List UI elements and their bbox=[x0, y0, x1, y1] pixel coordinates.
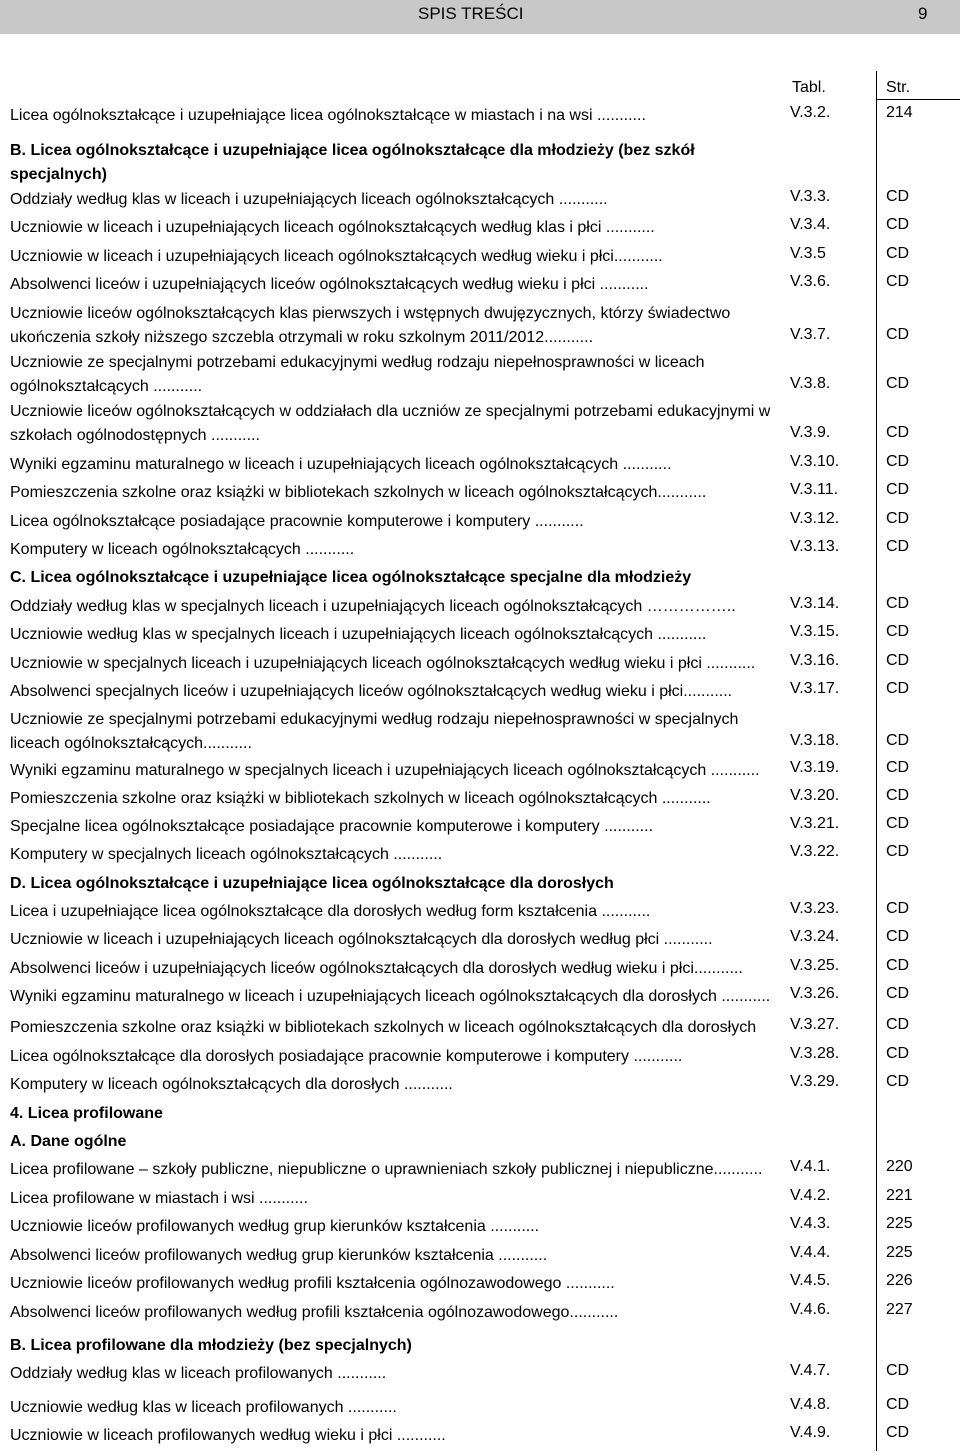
entry-title: Komputery w specjalnych liceach ogólnokształcących ........... bbox=[10, 846, 443, 863]
entry-page: CD bbox=[886, 453, 910, 470]
entry-page: CD bbox=[886, 595, 910, 612]
entry-table-number: V.3.27. bbox=[790, 1016, 840, 1033]
entry-page: 225 bbox=[886, 1244, 913, 1261]
entry-page: CD bbox=[886, 510, 910, 527]
entry-title: Pomieszczenia szkolne oraz książki w bibliotekach szkolnych w liceach ogólnokształcących dla dorosłych bbox=[10, 1019, 757, 1036]
entry-table-number: V.3.5 bbox=[790, 245, 826, 262]
entry-table-number: V.4.2. bbox=[790, 1187, 831, 1204]
entry-table-number: V.3.4. bbox=[790, 216, 831, 233]
entry-page: CD bbox=[886, 680, 910, 697]
entry-page: CD bbox=[886, 375, 910, 392]
entry-table-number: V.3.17. bbox=[790, 680, 840, 697]
entry-title: Uczniowie liceów profilowanych według grup kierunków kształcenia ........... bbox=[10, 1218, 540, 1235]
entry-page: 214 bbox=[886, 104, 913, 121]
entry-title: Uczniowie według klas w liceach profilowanych ........... bbox=[10, 1399, 397, 1416]
entry-table-number: V.3.25. bbox=[790, 957, 840, 974]
entry-table-number: V.3.8. bbox=[790, 375, 831, 392]
entry-page: CD bbox=[886, 900, 910, 917]
entry-title: Absolwenci liceów profilowanych według grup kierunków kształcenia ........... bbox=[10, 1247, 548, 1264]
entry-title: Licea ogólnokształcące i uzupełniające licea ogólnokształcące w miastach i na wsi ........... bbox=[10, 107, 646, 124]
entry-title: Uczniowie ze specjalnymi potrzebami edukacyjnymi według rodzaju niepełnosprawności w liceach ogólnokształcących ........... bbox=[10, 354, 705, 395]
entry-page: 221 bbox=[886, 1187, 913, 1204]
entry-title: Oddziały według klas w specjalnych liceach i uzupełniających liceach ogólnokształcących …………….. bbox=[10, 598, 736, 615]
entry-page: CD bbox=[886, 652, 910, 669]
entry-table-number: V.3.15. bbox=[790, 623, 840, 640]
entry-title: Komputery w liceach ogólnokształcących ........... bbox=[10, 541, 355, 558]
entry-title: Licea ogólnokształcące posiadające pracownie komputerowe i komputery ........... bbox=[10, 513, 584, 530]
entry-table-number: V.3.21. bbox=[790, 815, 840, 832]
entry-table-number: V.3.3. bbox=[790, 188, 831, 205]
entry-page: CD bbox=[886, 957, 910, 974]
entry-page: CD bbox=[886, 732, 910, 749]
entry-page: CD bbox=[886, 1045, 910, 1062]
entry-title: Licea ogólnokształcące dla dorosłych posiadające pracownie komputerowe i komputery ........... bbox=[10, 1048, 683, 1065]
entry-title: Oddziały według klas w liceach i uzupełniających liceach ogólnokształcących ........... bbox=[10, 191, 608, 208]
entry-table-number: V.3.2. bbox=[790, 104, 831, 121]
entry-page: CD bbox=[886, 326, 910, 343]
header-rule bbox=[876, 99, 960, 100]
page-header bbox=[0, 0, 960, 34]
entry-table-number: V.4.9. bbox=[790, 1424, 831, 1441]
entry-table-number: V.3.14. bbox=[790, 595, 840, 612]
entry-page: CD bbox=[886, 759, 910, 776]
entry-page: CD bbox=[886, 787, 910, 804]
page-title: SPIS TREŚCI bbox=[418, 4, 524, 23]
section-heading: B. Licea profilowane dla młodzieży (bez specjalnych) bbox=[10, 1337, 412, 1354]
entry-page: CD bbox=[886, 1396, 910, 1413]
entry-page: CD bbox=[886, 623, 910, 640]
entry-title: Specjalne licea ogólnokształcące posiadające pracownie komputerowe i komputery ........... bbox=[10, 818, 654, 835]
entry-title: Uczniowie ze specjalnymi potrzebami edukacyjnymi według rodzaju niepełnosprawności w specjalnych liceach ogólnokształcących........... bbox=[10, 711, 739, 752]
entry-table-number: V.3.23. bbox=[790, 900, 840, 917]
entry-title: Licea profilowane w miastach i wsi ........... bbox=[10, 1190, 308, 1207]
entry-table-number: V.4.6. bbox=[790, 1301, 831, 1318]
entry-table-number: V.3.20. bbox=[790, 787, 840, 804]
entry-title: Pomieszczenia szkolne oraz książki w bibliotekach szkolnych w liceach ogólnokształcących........... bbox=[10, 484, 707, 501]
entry-title: Licea i uzupełniające licea ogólnokształcące dla dorosłych według form kształcenia ........... bbox=[10, 903, 651, 920]
entry-table-number: V.3.13. bbox=[790, 538, 840, 555]
entry-page: 226 bbox=[886, 1272, 913, 1289]
entry-title: Uczniowie liceów profilowanych według profili kształcenia ogólnozawodowego ........... bbox=[10, 1275, 615, 1292]
entry-page: CD bbox=[886, 815, 910, 832]
entry-page: CD bbox=[886, 188, 910, 205]
entry-title: Uczniowie według klas w specjalnych liceach i uzupełniających liceach ogólnokształcących ........... bbox=[10, 626, 707, 643]
entry-page: 225 bbox=[886, 1215, 913, 1232]
column-divider bbox=[876, 71, 877, 1451]
entry-page: CD bbox=[886, 843, 910, 860]
entry-table-number: V.3.29. bbox=[790, 1073, 840, 1090]
entry-title: Licea profilowane – szkoły publiczne, niepubliczne o uprawnieniach szkoły publicznej i niepubliczne........... bbox=[10, 1161, 763, 1178]
entry-table-number: V.3.18. bbox=[790, 732, 840, 749]
entry-title: Uczniowie w liceach i uzupełniających liceach ogólnokształcących według klas i płci ........... bbox=[10, 219, 655, 236]
entry-table-number: V.3.16. bbox=[790, 652, 840, 669]
entry-page: CD bbox=[886, 928, 910, 945]
column-header-tabl: Tabl. bbox=[792, 79, 826, 96]
entry-page: CD bbox=[886, 1362, 910, 1379]
entry-table-number: V.3.9. bbox=[790, 424, 831, 441]
entry-title: Wyniki egzaminu maturalnego w specjalnych liceach i uzupełniających liceach ogólnokształcących ........... bbox=[10, 762, 760, 779]
entry-title: Oddziały według klas w liceach profilowanych ........... bbox=[10, 1365, 387, 1382]
section-heading: D. Licea ogólnokształcące i uzupełniające licea ogólnokształcące dla dorosłych bbox=[10, 875, 614, 892]
entry-table-number: V.3.12. bbox=[790, 510, 840, 527]
section-heading: A. Dane ogólne bbox=[10, 1133, 127, 1150]
entry-page: CD bbox=[886, 1016, 910, 1033]
entry-table-number: V.3.24. bbox=[790, 928, 840, 945]
entry-title: Uczniowie w liceach i uzupełniających liceach ogólnokształcących dla dorosłych według płci ........... bbox=[10, 931, 713, 948]
entry-page: CD bbox=[886, 481, 910, 498]
entry-table-number: V.4.1. bbox=[790, 1158, 831, 1175]
entry-title: Absolwenci specjalnych liceów i uzupełniających liceów ogólnokształcących według wieku i płci........... bbox=[10, 683, 733, 700]
entry-title: Absolwenci liceów i uzupełniających liceów ogólnokształcących według wieku i płci ........... bbox=[10, 276, 649, 293]
entry-title: Uczniowie liceów ogólnokształcących w oddziałach dla uczniów ze specjalnymi potrzebami edukacyjnymi w szkołach ogólnodostępnych ........... bbox=[10, 403, 771, 444]
entry-page: 227 bbox=[886, 1301, 913, 1318]
entry-table-number: V.3.10. bbox=[790, 453, 840, 470]
entry-title: Pomieszczenia szkolne oraz książki w bibliotekach szkolnych w liceach ogólnokształcących ........... bbox=[10, 790, 711, 807]
entry-table-number: V.4.7. bbox=[790, 1362, 831, 1379]
entry-table-number: V.3.22. bbox=[790, 843, 840, 860]
entry-page: CD bbox=[886, 985, 910, 1002]
entry-title: Absolwenci liceów profilowanych według profili kształcenia ogólnozawodowego........... bbox=[10, 1304, 619, 1321]
entry-title: Komputery w liceach ogólnokształcących dla dorosłych ........... bbox=[10, 1076, 453, 1093]
entry-title: Uczniowie w specjalnych liceach i uzupełniających liceach ogólnokształcących według wieku i płci ........... bbox=[10, 655, 756, 672]
entry-table-number: V.4.5. bbox=[790, 1272, 831, 1289]
entry-table-number: V.4.4. bbox=[790, 1244, 831, 1261]
section-heading: 4. Licea profilowane bbox=[10, 1105, 163, 1122]
entry-page: 220 bbox=[886, 1158, 913, 1175]
entry-title: Wyniki egzaminu maturalnego w liceach i uzupełniających liceach ogólnokształcących dla dorosłych ........... bbox=[10, 988, 771, 1005]
entry-title: Uczniowie w liceach i uzupełniających liceach ogólnokształcących według wieku i płci........... bbox=[10, 248, 663, 265]
entry-page: CD bbox=[886, 538, 910, 555]
section-heading: B. Licea ogólnokształcące i uzupełniające licea ogólnokształcące dla młodzieży (bez szkół specjalnych) bbox=[10, 142, 695, 183]
entry-page: CD bbox=[886, 1073, 910, 1090]
entry-table-number: V.3.26. bbox=[790, 985, 840, 1002]
entry-table-number: V.4.3. bbox=[790, 1215, 831, 1232]
entry-title: Uczniowie w liceach profilowanych według wieku i płci ........... bbox=[10, 1427, 446, 1444]
entry-table-number: V.4.8. bbox=[790, 1396, 831, 1413]
entry-title: Absolwenci liceów i uzupełniających liceów ogólnokształcących dla dorosłych według wieku i płci........... bbox=[10, 960, 743, 977]
entry-page: CD bbox=[886, 245, 910, 262]
entry-table-number: V.3.19. bbox=[790, 759, 840, 776]
entry-title: Wyniki egzaminu maturalnego w liceach i uzupełniających liceach ogólnokształcących ........... bbox=[10, 456, 672, 473]
entry-title: Uczniowie liceów ogólnokształcących klas pierwszych i wstępnych dwujęzycznych, którzy świadectwo ukończenia szkoły niższego szczebla otrzymali w roku szkolnym 2011/2012........... bbox=[10, 305, 731, 346]
entry-page: CD bbox=[886, 216, 910, 233]
entry-page: CD bbox=[886, 273, 910, 290]
entry-table-number: V.3.7. bbox=[790, 326, 831, 343]
page-number: 9 bbox=[918, 4, 928, 23]
entry-table-number: V.3.28. bbox=[790, 1045, 840, 1062]
entry-page: CD bbox=[886, 424, 910, 441]
section-heading: C. Licea ogólnokształcące i uzupełniające licea ogólnokształcące specjalne dla młodzieży bbox=[10, 569, 692, 586]
entry-page: CD bbox=[886, 1424, 910, 1441]
entry-table-number: V.3.11. bbox=[790, 481, 839, 498]
column-header-str: Str. bbox=[886, 79, 911, 96]
entry-table-number: V.3.6. bbox=[790, 273, 831, 290]
